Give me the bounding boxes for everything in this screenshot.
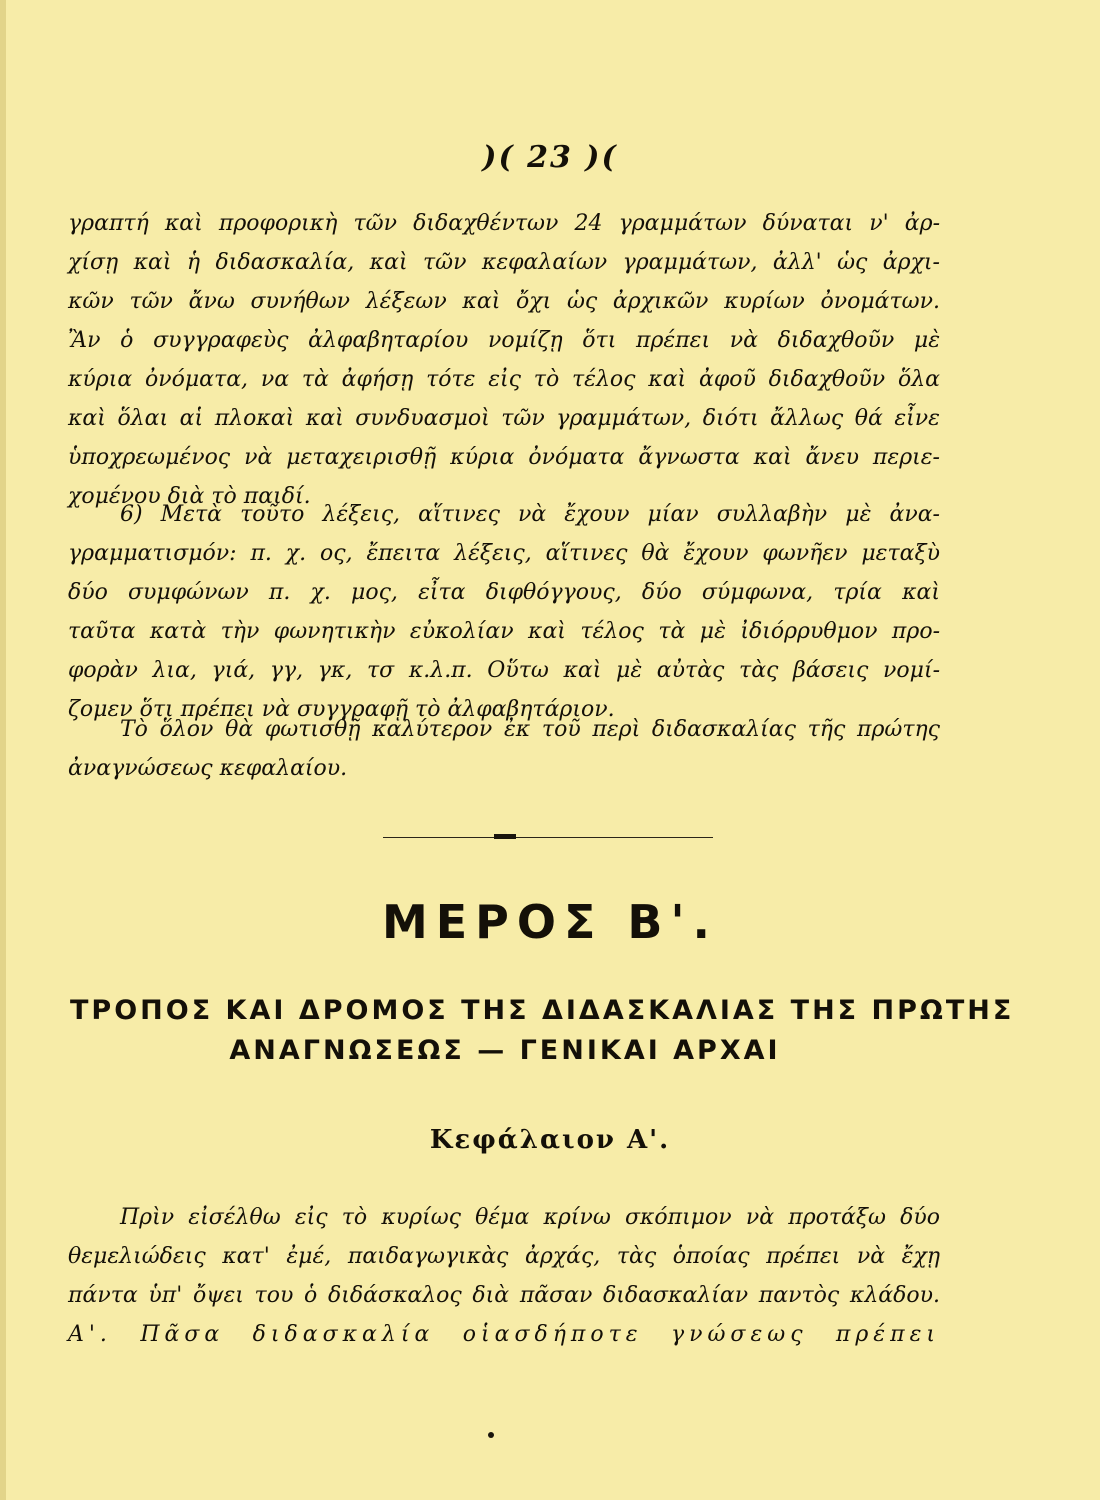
text-line: κῶν τῶν ἄνω συνήθων λέξεων καὶ ὄχι ὡς ἀρχικῶν κυρίων ὀνομάτων. [68,289,940,314]
text-line: ἀναγνώσεως κεφαλαίου. [68,756,348,781]
page-edge [0,0,6,1500]
paragraph-1 [68,204,940,516]
page-number: )( 23 )( [482,140,618,175]
text-line: φορὰν λια, γιά, γγ, γκ, τσ κ.λ.π. Οὕτω καὶ μὲ αὐτὰς τὰς βάσεις νομί- [68,658,940,683]
text-line: γραμματισμόν: π. χ. ος, ἔπειτα λέξεις, αἵτινες θὰ ἔχουν φωνῆεν μεταξὺ [68,541,940,566]
section-title-line-2: ΑΝΑΓΝΩΣΕΩΣ — ΓΕΝΙΚΑΙ ΑΡΧΑΙ [229,1035,781,1066]
text-line: δύο συμφώνων π. χ. μος, εἶτα διφθόγγους, δύο σύμφωνα, τρία καὶ [68,580,940,605]
text-line: Πρὶν εἰσέλθω εἰς τὸ κυρίως θέμα κρίνω σκόπιμον νὰ προτάξω δύο [120,1205,940,1230]
text-line: ταῦτα κατὰ τὴν φωνητικὴν εὐκολίαν καὶ τέλος τὰ μὲ ἰδιόρρυθμον προ- [68,619,940,644]
text-line: κύρια ὀνόματα, να τὰ ἀφήσῃ τότε εἰς τὸ τέλος καὶ ἀφοῦ διδαχθοῦν ὅλα [68,367,940,392]
section-divider [383,837,713,838]
paragraph-4 [68,1198,940,1354]
text-line: χομένου διὰ τὸ παιδί. [68,484,311,509]
text-line: πάντα ὑπ' ὄψει του ὁ διδάσκαλος διὰ πᾶσαν διδασκαλίαν παντὸς κλάδου. [68,1283,940,1308]
chapter-heading: Κεφάλαιον Α'. [429,1125,671,1155]
divider-ornament [494,834,516,839]
text-line: ὑποχρεωμένος νὰ μεταχειρισθῇ κύρια ὀνόματα ἄγνωστα καὶ ἄνευ περιε- [68,445,940,470]
part-heading: ΜΕΡΟΣ Β'. [381,895,719,949]
text-line: ζομεν ὅτι πρέπει νὰ συγγραφῇ τὸ ἀλφαβητάριον. [68,697,615,722]
text-line: 6) Μετὰ τοῦτο λέξεις, αἵτινες νὰ ἔχουν μίαν συλλαβὴν μὲ ἀνα- [120,502,940,527]
text-line: χίσῃ καὶ ἡ διδασκαλία, καὶ τῶν κεφαλαίων γραμμάτων, ἀλλ' ὡς ἀρχι- [68,250,940,275]
text-line: Α'. Πᾶσα διδασκαλία οἱασδήποτε γνώσεως πρέπει [68,1322,940,1347]
printer-mark [488,1432,494,1438]
text-line: Ἂν ὁ συγγραφεὺς ἀλφαβηταρίου νομίζῃ ὅτι πρέπει νὰ διδαχθοῦν μὲ [68,328,940,353]
section-title-line-1: ΤΡΟΠΟΣ ΚΑΙ ΔΡΟΜΟΣ ΤΗΣ ΔΙΔΑΣΚΑΛΙΑΣ ΤΗΣ ΠΡΩΤΗΣ [70,995,1015,1026]
paragraph-3 [68,710,940,788]
text-line: Τὸ ὅλον θὰ φωτισθῇ καλύτερον ἐκ τοῦ περὶ διδασκαλίας τῆς πρώτης [120,717,940,742]
paragraph-2 [68,495,940,729]
text-line: γραπτή καὶ προφορικὴ τῶν διδαχθέντων 24 γραμμάτων δύναται ν' ἀρ- [68,211,940,236]
text-line: καὶ ὅλαι αἱ πλοκαὶ καὶ συνδυασμοὶ τῶν γραμμάτων, διότι ἄλλως θά εἶνε [68,406,940,431]
text-line: θεμελιώδεις κατ' ἐμέ, παιδαγωγικὰς ἀρχάς, τὰς ὁποίας πρέπει νὰ ἔχῃ [68,1244,940,1269]
